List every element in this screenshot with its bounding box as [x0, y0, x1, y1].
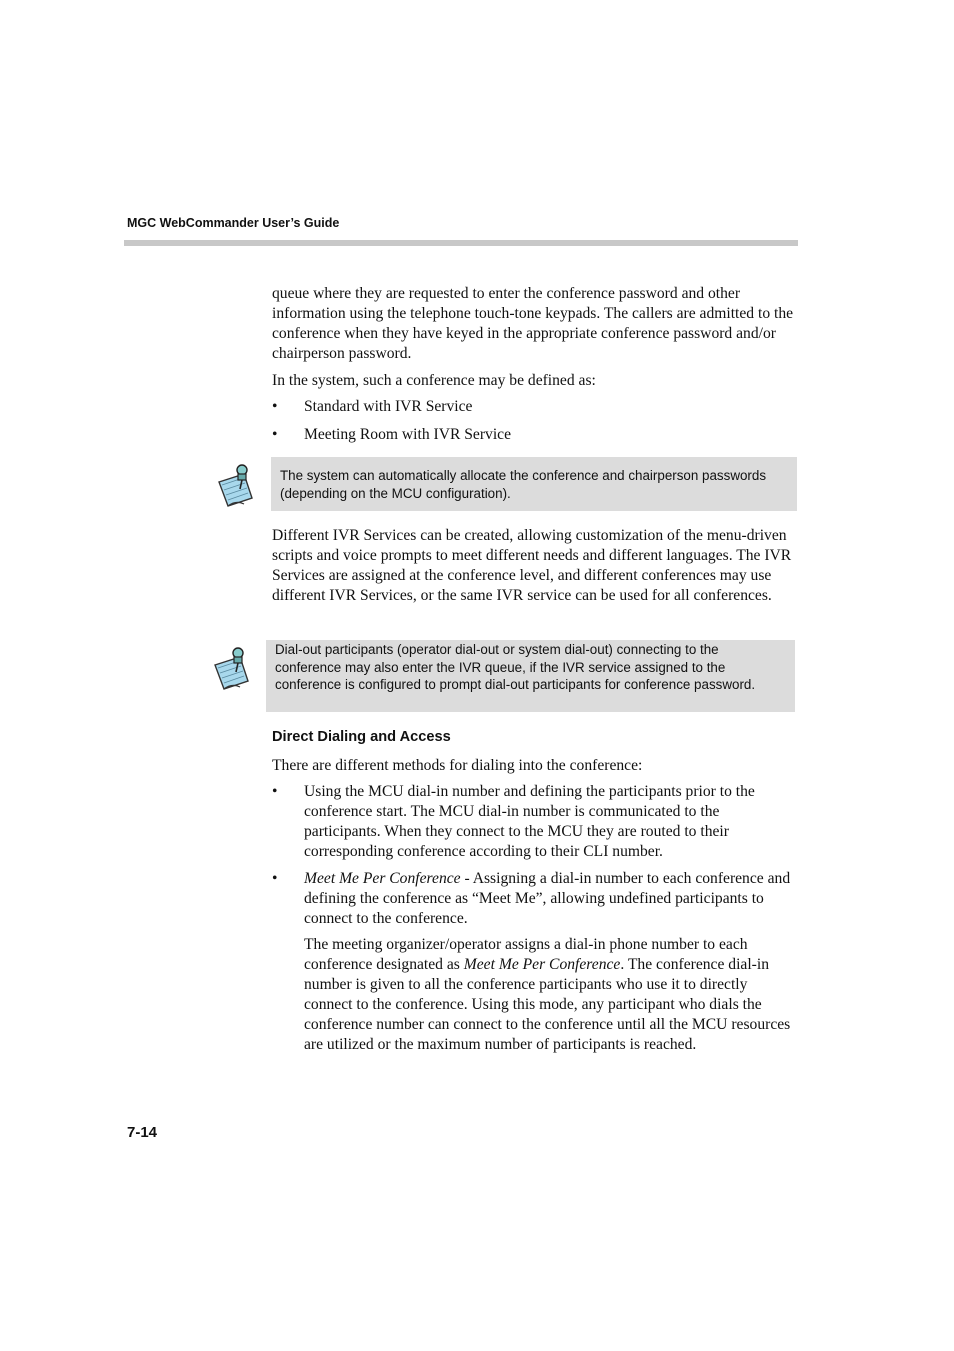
bullet-symbol: • [272, 783, 278, 800]
page-number: 7-14 [127, 1124, 158, 1141]
bullet-symbol: • [272, 426, 278, 443]
note-box [271, 457, 797, 511]
note-text: The system can automatically allocate the conference and chairperson passwords (depending on the MCU configuration). [280, 468, 767, 501]
note-pin-icon [210, 645, 256, 691]
meet-me-paragraph [304, 935, 794, 1055]
term-meet-me: Meet Me Per Conference [304, 870, 461, 887]
note-text: Dial-out participants (operator dial-out or system dial-out) connecting to the conference may also enter the IVR queue, if the IVR service assigned to the conference is configured to prompt dial-out participants for conference password. [275, 642, 756, 692]
list-item-text: Using the MCU dial-in number and defining the participants prior to the conference start. The MCU dial-in number is communicated to the participants. When they connect to the MCU they are routed to their corresponding conference according to their CLI number. [304, 783, 755, 860]
system-defined-text: In the system, such a conference may be defined as: [272, 372, 596, 389]
section-title: Direct Dialing and Access [272, 729, 451, 745]
running-header: MGC WebCommander User’s Guide [127, 216, 340, 230]
meet-me-paragraph-part2: . The conference dial-in number is given to all the conference participants who use it to directly connect to the conference. Using this mode, any participant who dials the conference number can connect to the conference until all the MCU resources are utilized or the maximum number of participants is reached. [304, 956, 791, 1053]
note-box [266, 640, 795, 712]
list-item-text: Standard with IVR Service [304, 398, 473, 415]
bullet-symbol: • [272, 870, 278, 887]
ivr-services-paragraph: Different IVR Services can be created, allowing customization of the menu-driven scripts and voice prompts to meet different needs and different languages. The IVR Services are assigned at the conference level, and different conferences may use different IVR Services, or the same IVR service can be used for all conferences. [272, 527, 792, 604]
term-meet-me: Meet Me Per Conference [463, 956, 621, 973]
meet-me-description: - Assigning a dial-in number to each conference and defining the conference as “Meet Me”, allowing undefined participants to connect to the conference. [304, 870, 791, 927]
meet-me-paragraph-part1: The meeting organizer/operator assigns a dial-in phone number to each conference designated as [304, 936, 748, 973]
dialing-intro: There are different methods for dialing into the conference: [272, 757, 643, 774]
header-rule [124, 240, 798, 246]
note-pin-icon [214, 462, 260, 508]
bullet-symbol: • [272, 398, 278, 415]
list-item-text [304, 869, 794, 929]
list-item-text: Meeting Room with IVR Service [304, 426, 512, 443]
intro-paragraph: queue where they are requested to enter the conference password and other information using the telephone touch-tone keypads. The callers are admitted to the conference when they have keyed in the appropriate conference password and/or chairperson password. [272, 285, 794, 362]
